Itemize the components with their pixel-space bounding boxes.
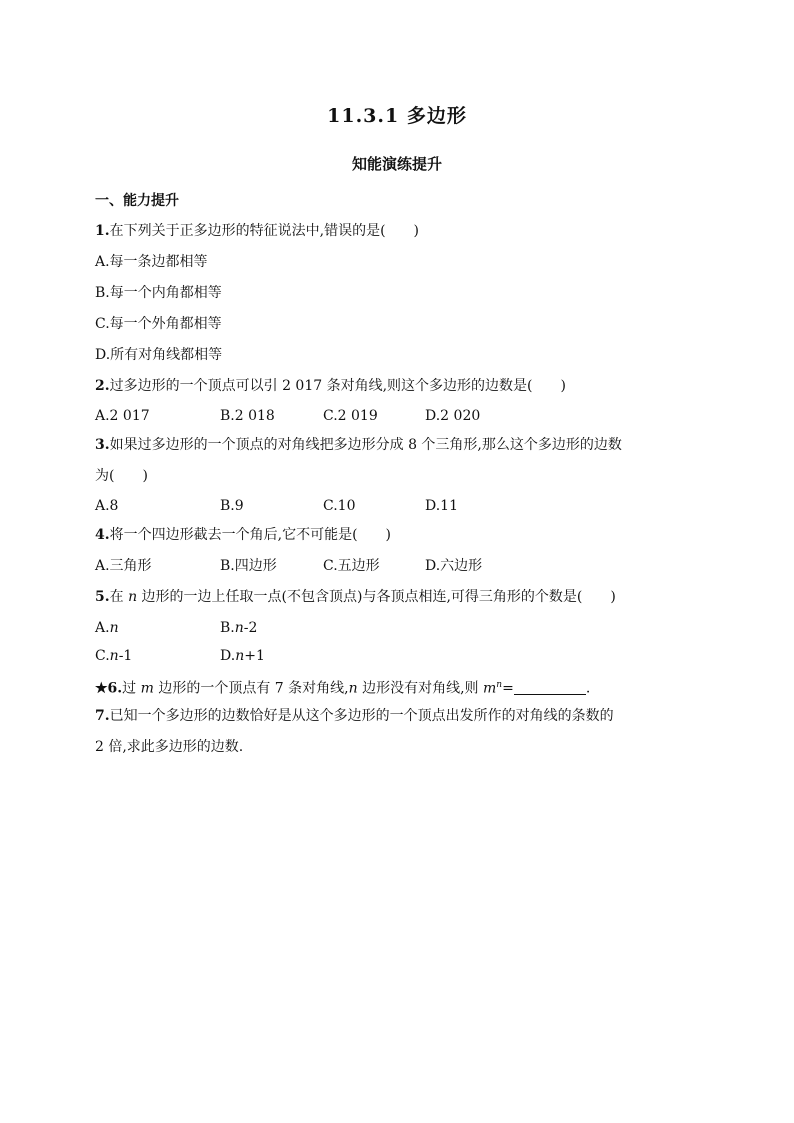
question-number: 3.: [95, 437, 110, 453]
q2-option-a: A.2 017: [95, 408, 150, 424]
question-text: 过多边形的一个顶点可以引 2 017 条对角线,则这个多边形的边数是( ): [109, 378, 566, 394]
question-2: [95, 376, 566, 396]
q4-option-a: A.三角形: [95, 558, 152, 574]
question-5: [95, 587, 616, 607]
q2-option-d: D.2 020: [425, 408, 481, 424]
page-title: 11.3.1 多边形: [327, 105, 467, 127]
question-text: 如果过多边形的一个顶点的对角线把多边形分成 8 个三角形,那么这个多边形的边数: [109, 437, 622, 453]
page-subtitle: 知能演练提升: [351, 155, 442, 173]
q4-option-d: D.六边形: [425, 558, 483, 574]
q4-option-b: B.四边形: [220, 558, 277, 574]
question-number: 4.: [95, 527, 110, 543]
q5-option-c: C.n-1: [95, 648, 133, 664]
question-number: ★6.: [95, 680, 123, 697]
q5-option-b: B.n-2: [220, 620, 258, 636]
question-1: [95, 221, 419, 241]
section-heading: 一、能力提升: [95, 193, 179, 209]
q1-option-d: D.所有对角线都相等: [95, 347, 223, 363]
q2-option-b: B.2 018: [220, 408, 275, 424]
question-7-cont: 2 倍,求此多边形的边数.: [95, 739, 244, 755]
q3-option-b: B.9: [220, 498, 244, 514]
answer-blank[interactable]: [514, 680, 586, 695]
q3-option-c: C.10: [323, 498, 356, 514]
question-number: 1.: [95, 223, 110, 239]
q1-option-a: A.每一条边都相等: [95, 254, 208, 270]
question-number: 2.: [95, 378, 110, 394]
question-text: 将一个四边形截去一个角后,它不可能是( ): [109, 527, 391, 543]
q3-option-a: A.8: [95, 498, 119, 514]
variable-n: n: [128, 589, 138, 605]
question-text-pre: 在: [109, 589, 129, 605]
question-text-post: 边形的一边上任取一点(不包含顶点)与各顶点相连,可得三角形的个数是( ): [137, 589, 616, 605]
q5-option-d: D.n+1: [220, 648, 265, 664]
question-3-cont: 为( ): [95, 468, 148, 484]
question-4: [95, 525, 391, 545]
question-3: [95, 435, 622, 455]
question-text: 在下列关于正多边形的特征说法中,错误的是( ): [109, 223, 419, 239]
q5-option-a: A.n: [95, 620, 119, 636]
q4-option-c: C.五边形: [323, 558, 380, 574]
question-number: 7.: [95, 708, 110, 724]
question-number: 5.: [95, 589, 110, 605]
question-6: ★6.过 m 边形的一个顶点有 7 条对角线,n 边形没有对角线,则 $m^n=$ .: [95, 680, 591, 697]
q1-option-c: C.每一个外角都相等: [95, 316, 222, 332]
q2-option-c: C.2 019: [323, 408, 378, 424]
q3-option-d: D.11: [425, 498, 458, 514]
q1-option-b: B.每一个内角都相等: [95, 285, 222, 301]
question-text: 已知一个多边形的边数恰好是从这个多边形的一个顶点出发所作的对角线的条数的: [109, 708, 614, 724]
question-7: [95, 706, 614, 726]
